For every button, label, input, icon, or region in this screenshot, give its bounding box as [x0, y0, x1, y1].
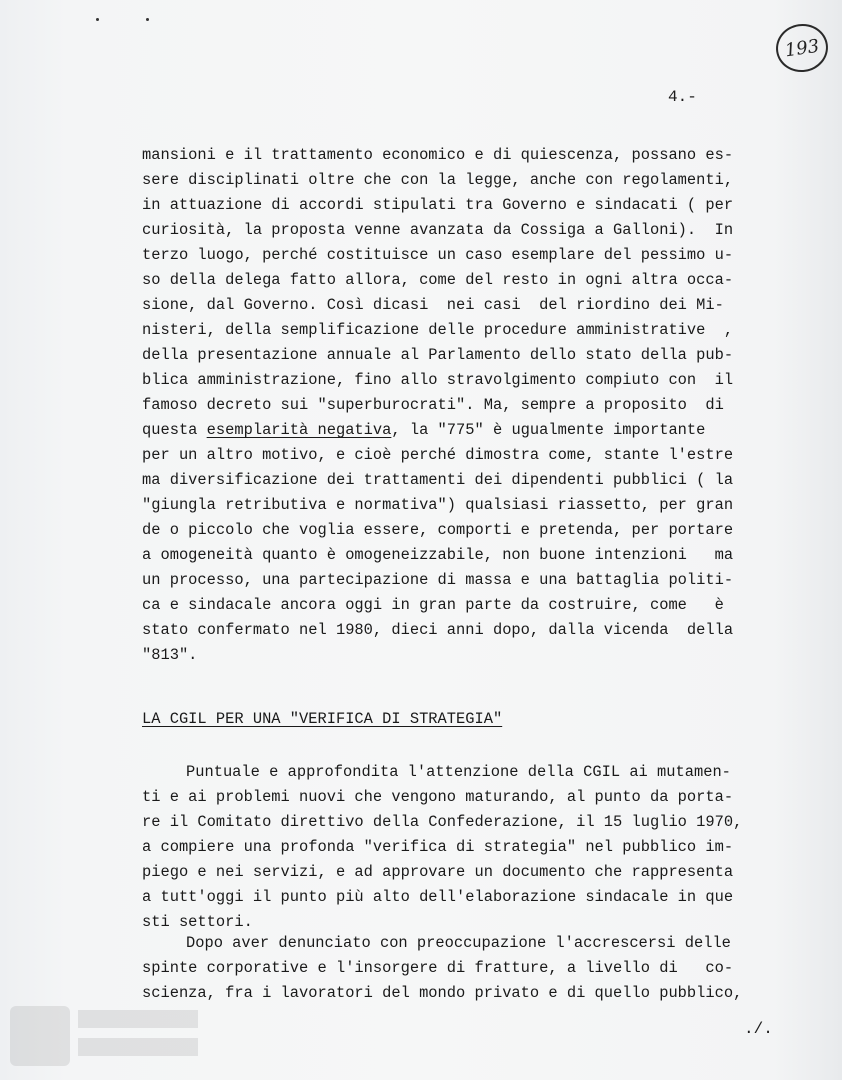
scan-speck	[96, 18, 99, 21]
archive-stamp	[773, 21, 831, 76]
text-line: a tutt'oggi il punto più alto dell'elaborazione sindacale in que	[142, 888, 734, 906]
text-line: re il Comitato direttivo della Confederazione, il 15 luglio 1970,	[142, 813, 743, 831]
text-line: Puntuale e approfondita l'attenzione della CGIL ai mutamen-	[186, 763, 731, 781]
text-line: terzo luogo, perché costituisce un caso esemplare del pessimo u-	[142, 246, 734, 264]
text-line: per un altro motivo, e cioè perché dimostra come, stante l'estre	[142, 446, 734, 464]
text-line: sere disciplinati oltre che con la legge, anche con regolamenti,	[142, 171, 734, 189]
text-line: de o piccolo che voglia essere, comporti e pretenda, per portare	[142, 521, 734, 539]
section-heading: LA CGIL PER UNA "VERIFICA DI STRATEGIA"	[142, 710, 503, 728]
text-line: piego e nei servizi, e ad approvare un documento che rappresenta	[142, 863, 734, 881]
text-line: sione, dal Governo. Così dicasi nei casi del riordino dei Mi-	[142, 296, 724, 314]
page-number: 4.-	[668, 88, 697, 106]
text-fragment: , la "775" è ugualmente importante	[391, 421, 706, 439]
text-line: sti settori.	[142, 913, 253, 931]
text-line: curiosità, la proposta venne avanzata da Cossiga a Galloni). In	[142, 221, 734, 239]
text-line: nisteri, della semplificazione delle procedure amministrative ,	[142, 321, 734, 339]
text-line: a compiere una profonda "verifica di strategia" nel pubblico im-	[142, 838, 734, 856]
text-fragment: questa	[142, 421, 207, 439]
text-line: della presentazione annuale al Parlamento dello stato della pub-	[142, 346, 734, 364]
archive-watermark-icon	[6, 996, 206, 1076]
stamp-number: 193	[783, 35, 821, 61]
text-line: ca e sindacale ancora oggi in gran parte da costruire, come è	[142, 596, 724, 614]
text-line: un processo, una partecipazione di massa e una battaglia politi-	[142, 571, 734, 589]
text-line: ti e ai problemi nuovi che vengono maturando, al punto da porta-	[142, 788, 734, 806]
paragraph-continuation	[142, 143, 782, 668]
text-line: mansioni e il trattamento economico e di quiescenza, possano es-	[142, 146, 734, 164]
paragraph-spinte-corporative	[142, 931, 782, 1006]
text-line	[142, 418, 782, 443]
underlined-phrase: esemplarità negativa	[206, 421, 392, 439]
text-line: spinte corporative e l'insorgere di fratture, a livello di co-	[142, 959, 734, 977]
text-line: ma diversificazione dei trattamenti dei dipendenti pubblici ( la	[142, 471, 734, 489]
paragraph-cgil-verifica	[142, 760, 782, 935]
text-line: so della delega fatto allora, come del resto in ogni altra occa-	[142, 271, 734, 289]
text-line: famoso decreto sui "superburocrati". Ma, sempre a proposito di	[142, 396, 724, 414]
text-line: scienza, fra i lavoratori del mondo privato e di quello pubblico,	[142, 984, 743, 1002]
scan-speck	[146, 18, 149, 21]
text-line: "giungla retributiva e normativa") qualsiasi riassetto, per gran	[142, 496, 734, 514]
continuation-mark: ./.	[744, 1020, 773, 1038]
text-line: stato confermato nel 1980, dieci anni dopo, dalla vicenda della	[142, 621, 734, 639]
text-line: blica amministrazione, fino allo stravolgimento compiuto con il	[142, 371, 734, 389]
text-line: Dopo aver denunciato con preoccupazione l'accrescersi delle	[186, 934, 731, 952]
text-line: "813".	[142, 646, 198, 664]
text-line: in attuazione di accordi stipulati tra Governo e sindacati ( per	[142, 196, 734, 214]
text-line: a omogeneità quanto è omogeneizzabile, non buone intenzioni ma	[142, 546, 734, 564]
